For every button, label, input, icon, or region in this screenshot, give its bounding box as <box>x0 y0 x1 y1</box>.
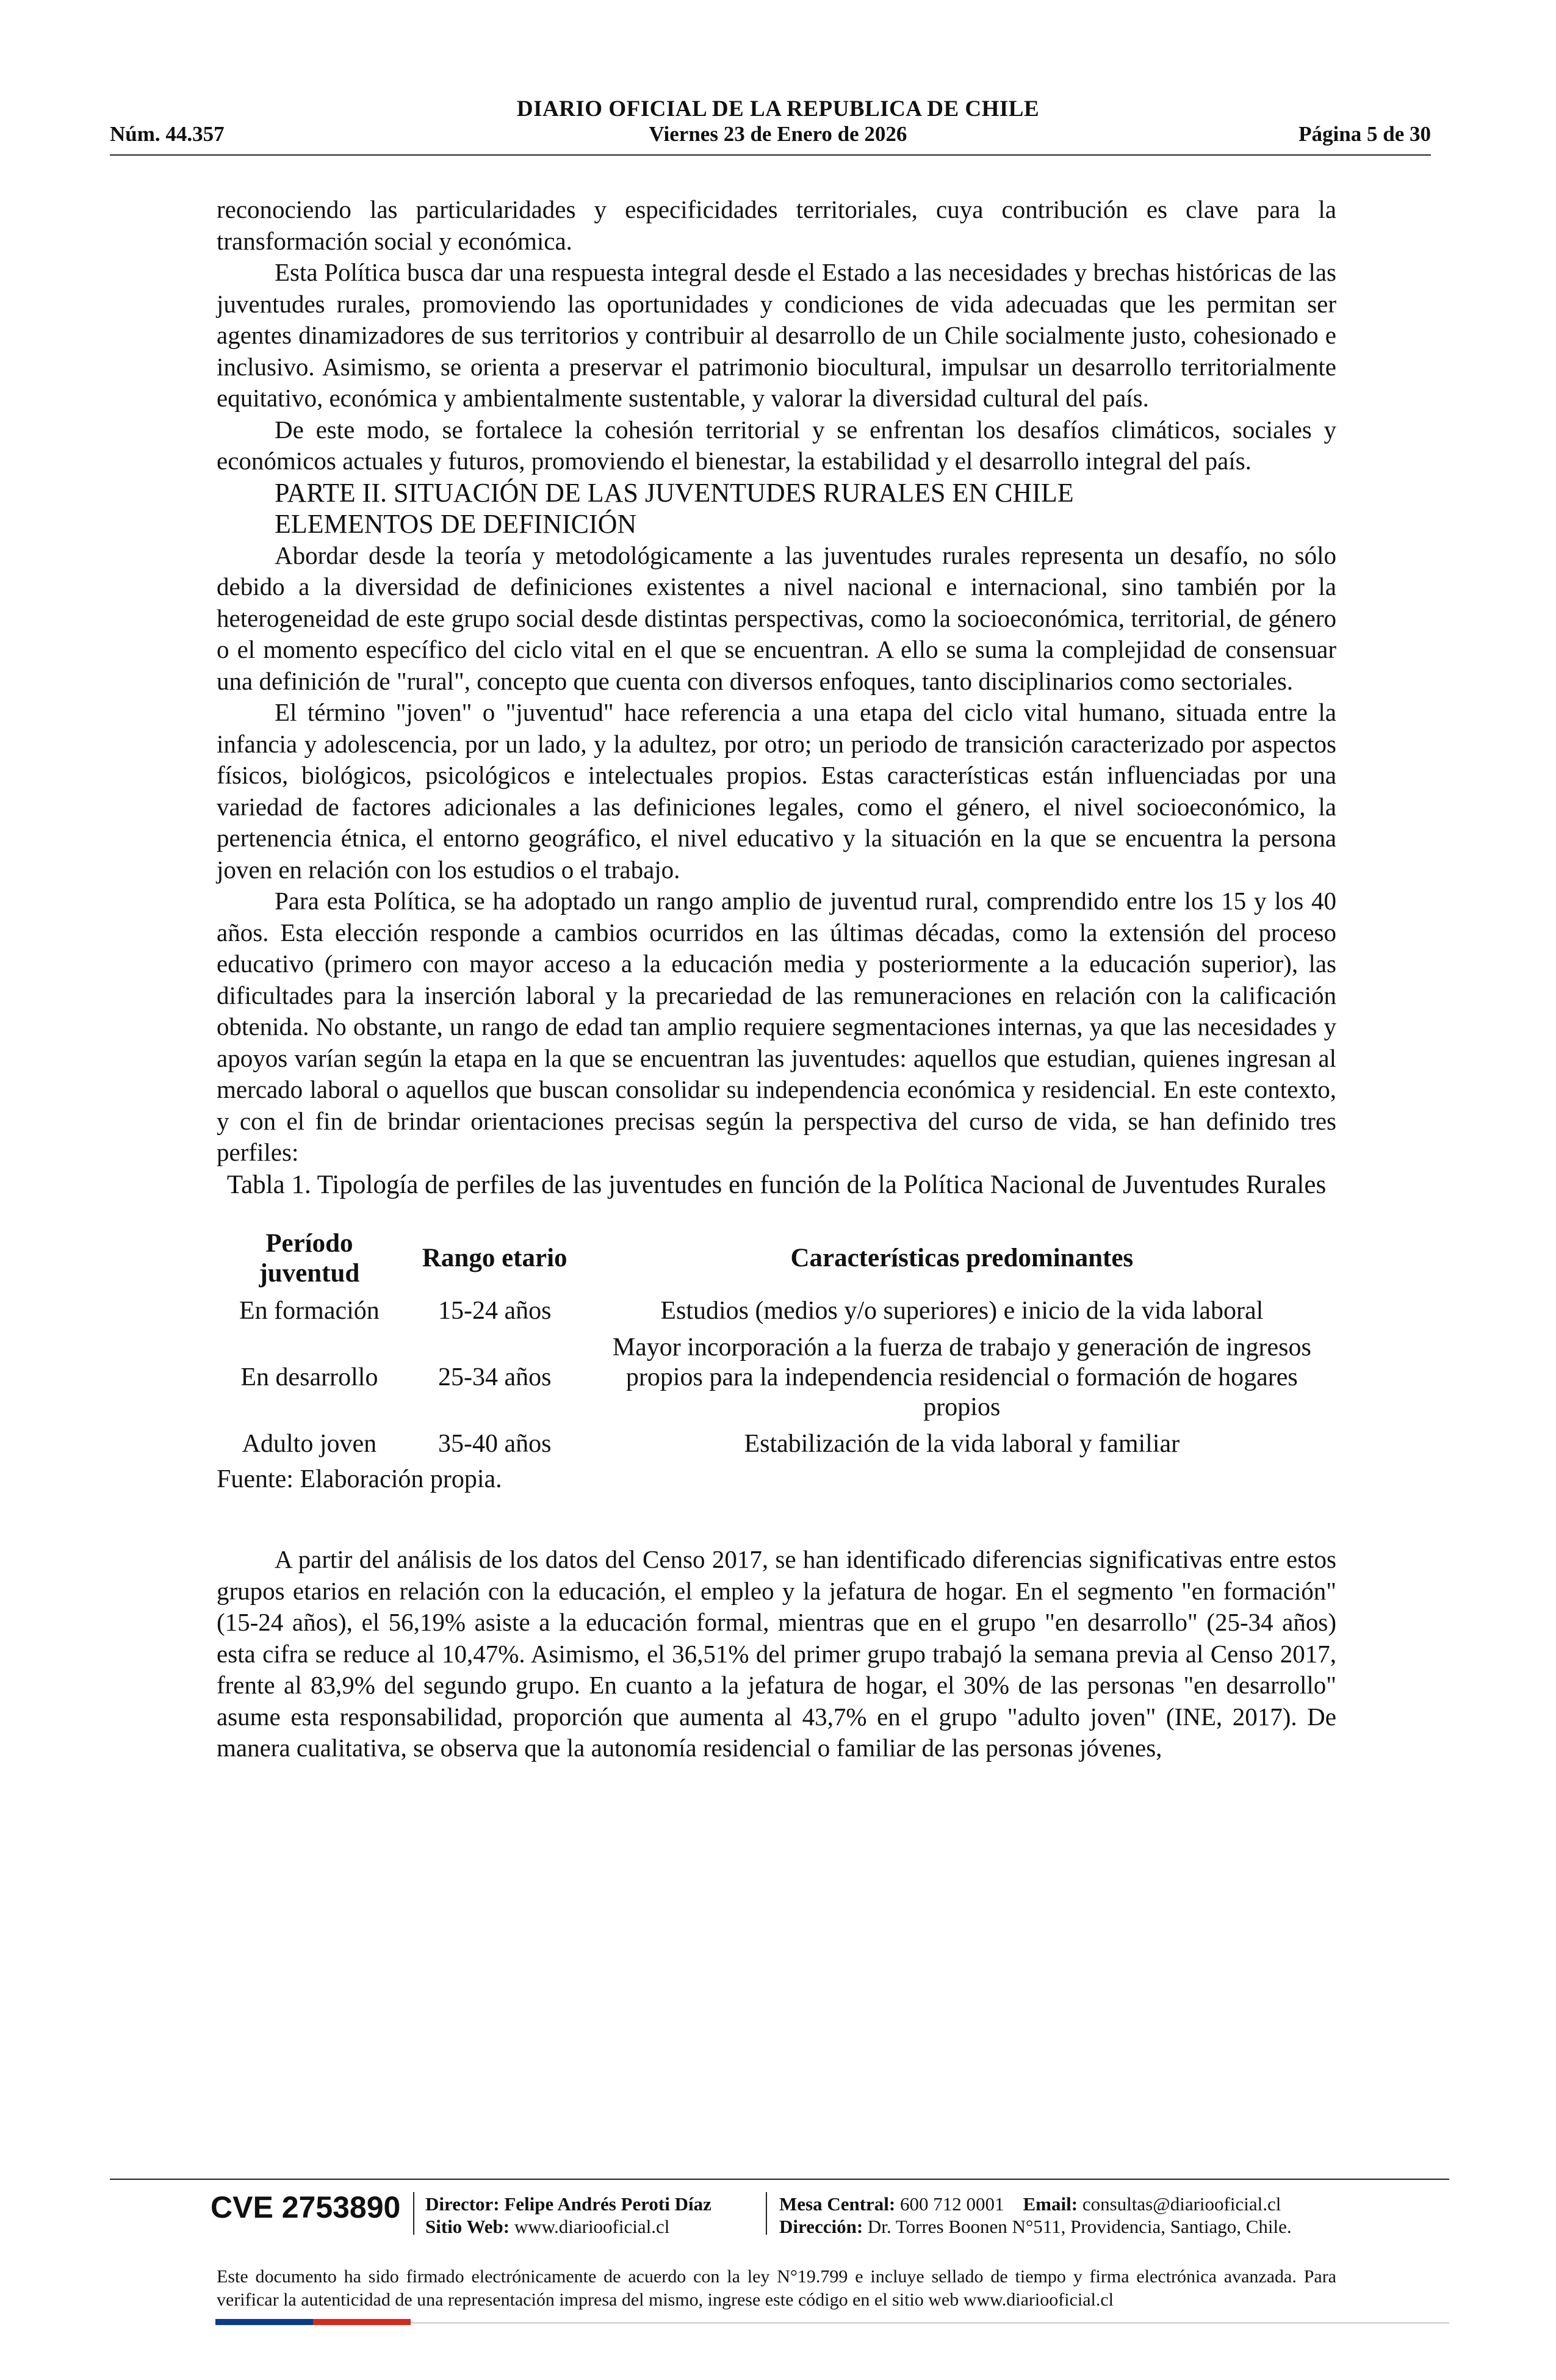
table-cell: En formación <box>239 1296 380 1325</box>
footer-separator <box>766 2192 767 2235</box>
table-caption: Tabla 1. Tipología de perfiles de las juventudes en función de la Política Nacional de Juventudes Rurales <box>226 1170 1327 1199</box>
phone-value: 600 712 0001 <box>900 2193 1004 2215</box>
site-label: Sitio Web: <box>425 2216 510 2237</box>
article-body <box>217 194 1336 1764</box>
chile-flag-stripe <box>215 2319 411 2325</box>
footer-separator <box>413 2192 414 2235</box>
cve-code: CVE 2753890 <box>211 2190 401 2224</box>
paragraph: De este modo, se fortalece la cohesión territorial y se enfrentan los desafíos climáticos, sociales y económicos actuales y futuros, promoviendo el bienestar, la estabilidad y el desarrollo integral del país. <box>217 415 1336 475</box>
footer-director-block <box>425 2193 711 2238</box>
flag-red-segment <box>313 2319 411 2325</box>
gazette-title: DIARIO OFICIAL DE LA REPUBLICA DE CHILE <box>516 96 1040 121</box>
paragraph: Abordar desde la teoría y metodológicamente a las juventudes rurales representa un desafío, no sólo debido a la diversidad de definiciones existentes a nivel nacional e internacional, sino también por la heterogeneidad de este grupo social desde distintas perspectivas, como la socioeconómica, territorial, de género o el momento específico del ciclo vital en el que se encuentran. A ello se suma la complejidad de consensuar una definición de "rural", concepto que cuenta con diversos enfoques, tanto disciplinarios como sectoriales. <box>217 541 1336 695</box>
email-link[interactable]: consultas@diariooficial.cl <box>1082 2193 1281 2215</box>
signature-note: Este documento ha sido firmado electrónicamente de acuerdo con la ley N°19.799 e incluye sellado de tiempo y firma electrónica avanzada. Para verificar la autenticidad de una representación impresa del mismo, ingrese este código en el sitio web www.diariooficial.cl <box>217 2266 1336 2310</box>
table-cell: Estudios (medios y/o superiores) e inicio de la vida laboral <box>660 1296 1264 1325</box>
table-cell: Adulto joven <box>242 1429 377 1458</box>
phone-label: Mesa Central: <box>779 2193 896 2215</box>
site-link[interactable]: www.diariooficial.cl <box>514 2216 670 2237</box>
issue-date: Viernes 23 de Enero de 2026 <box>649 122 907 146</box>
column-header: Rango etario <box>422 1244 567 1272</box>
table-cell: 25-34 años <box>438 1363 552 1391</box>
section-heading: ELEMENTOS DE DEFINICIÓN <box>275 509 637 539</box>
table-cell: En desarrollo <box>240 1363 378 1391</box>
table-row <box>217 1427 1336 1464</box>
header-divider <box>110 154 1431 156</box>
address-label: Dirección: <box>779 2216 863 2237</box>
table-cell: Estabilización de la vida laboral y familiar <box>744 1429 1180 1458</box>
part-heading: PARTE II. SITUACIÓN DE LAS JUVENTUDES RURALES EN CHILE <box>275 477 1074 508</box>
table-header-row <box>217 1228 1336 1294</box>
paragraph: reconociendo las particularidades y especificidades territoriales, cuya contribución es clave para la transformación social y económica. <box>217 195 1336 255</box>
footer-contact-block <box>779 2193 1292 2238</box>
page-indicator: Página 5 de 30 <box>1298 122 1431 146</box>
issue-number: Núm. 44.357 <box>110 122 225 146</box>
paragraph: A partir del análisis de los datos del Censo 2017, se han identificado diferencias significativas entre estos grupos etarios en relación con la educación, el empleo y la jefatura de hogar. En el segmento "en formación" (15-24 años), el 56,19% asiste a la educación formal, mientras que en el grupo "en desarrollo" (25-34 años) esta cifra se reduce al 10,47%. Asimismo, el 36,51% del primer grupo trabajó la semana previa al Censo 2017, frente al 83,9% del segundo grupo. En cuanto a la jefatura de hogar, el 30% de las personas "en desarrollo" asume esta responsabilidad, proporción que aumenta al 43,7% en el grupo "adulto joven" (INE, 2017). De manera cualitativa, se observa que la autonomía residencial o familiar de las personas jóvenes, <box>217 1545 1336 1762</box>
address-value: Dr. Torres Boonen N°511, Providencia, Santiago, Chile. <box>867 2216 1292 2237</box>
email-label: Email: <box>1023 2193 1078 2215</box>
flag-blue-segment <box>215 2319 313 2325</box>
profiles-table <box>217 1228 1336 1464</box>
table-row <box>217 1331 1336 1427</box>
paragraph: Esta Política busca dar una respuesta integral desde el Estado a las necesidades y brechas históricas de las juventudes rurales, promoviendo las oportunidades y condiciones de vida adecuadas que les permitan ser agentes dinamizadores de sus territorios y contribuir al desarrollo de un Chile socialmente justo, cohesionado e inclusivo. Asimismo, se orienta a preservar el patrimonio biocultural, impulsar un desarrollo territorialmente equitativo, económica y ambientalmente sustentable, y valorar la diversidad cultural del país. <box>217 258 1336 412</box>
table-source: Fuente: Elaboración propia. <box>217 1465 502 1493</box>
director-name: Felipe Andrés Peroti Díaz <box>504 2193 711 2215</box>
paragraph: Para esta Política, se ha adoptado un rango amplio de juventud rural, comprendido entre los 15 y los 40 años. Esta elección responde a cambios ocurridos en las últimas décadas, como la extensión del proceso educativo (primero con mayor acceso a la educación media y posteriormente a la educación superior), las dificultades para la inserción laboral y la precariedad de las remuneraciones en relación con la calificación obtenida. No obstante, un rango de edad tan amplio requiere segmentaciones internas, ya que las necesidades y apoyos varían según la etapa en la que se encuentran las juventudes: aquellos que estudian, quienes ingresan al mercado laboral o aquellos que buscan consolidar su independencia económica y residencial. En este contexto, y con el fin de brindar orientaciones precisas según la perspectiva del curso de vida, se han definido tres perfiles: <box>217 887 1336 1166</box>
column-header: Período juventud <box>259 1228 360 1288</box>
column-header: Características predominantes <box>790 1244 1134 1272</box>
footer-divider <box>110 2179 1449 2180</box>
table-row <box>217 1294 1336 1331</box>
table-cell: 15-24 años <box>438 1296 552 1325</box>
table-cell: 35-40 años <box>438 1429 552 1458</box>
paragraph: El término "joven" o "juventud" hace referencia a una etapa del ciclo vital humano, situada entre la infancia y adolescencia, por un lado, y la adultez, por otro; un periodo de transición caracterizado por aspectos físicos, biológicos, psicológicos e intelectuales propios. Estas características están influenciadas por una variedad de factores adicionales a las definiciones legales, como el género, el nivel socioeconómico, la pertenencia étnica, el entorno geográfico, el nivel educativo y la situación en la que se encuentra la persona joven en relación con los estudios o el trabajo. <box>217 698 1336 884</box>
director-label: Director: <box>425 2193 500 2215</box>
table-cell: Mayor incorporación a la fuerza de trabajo y generación de ingresos propios para la independencia residencial o formación de hogares propios <box>612 1333 1311 1421</box>
